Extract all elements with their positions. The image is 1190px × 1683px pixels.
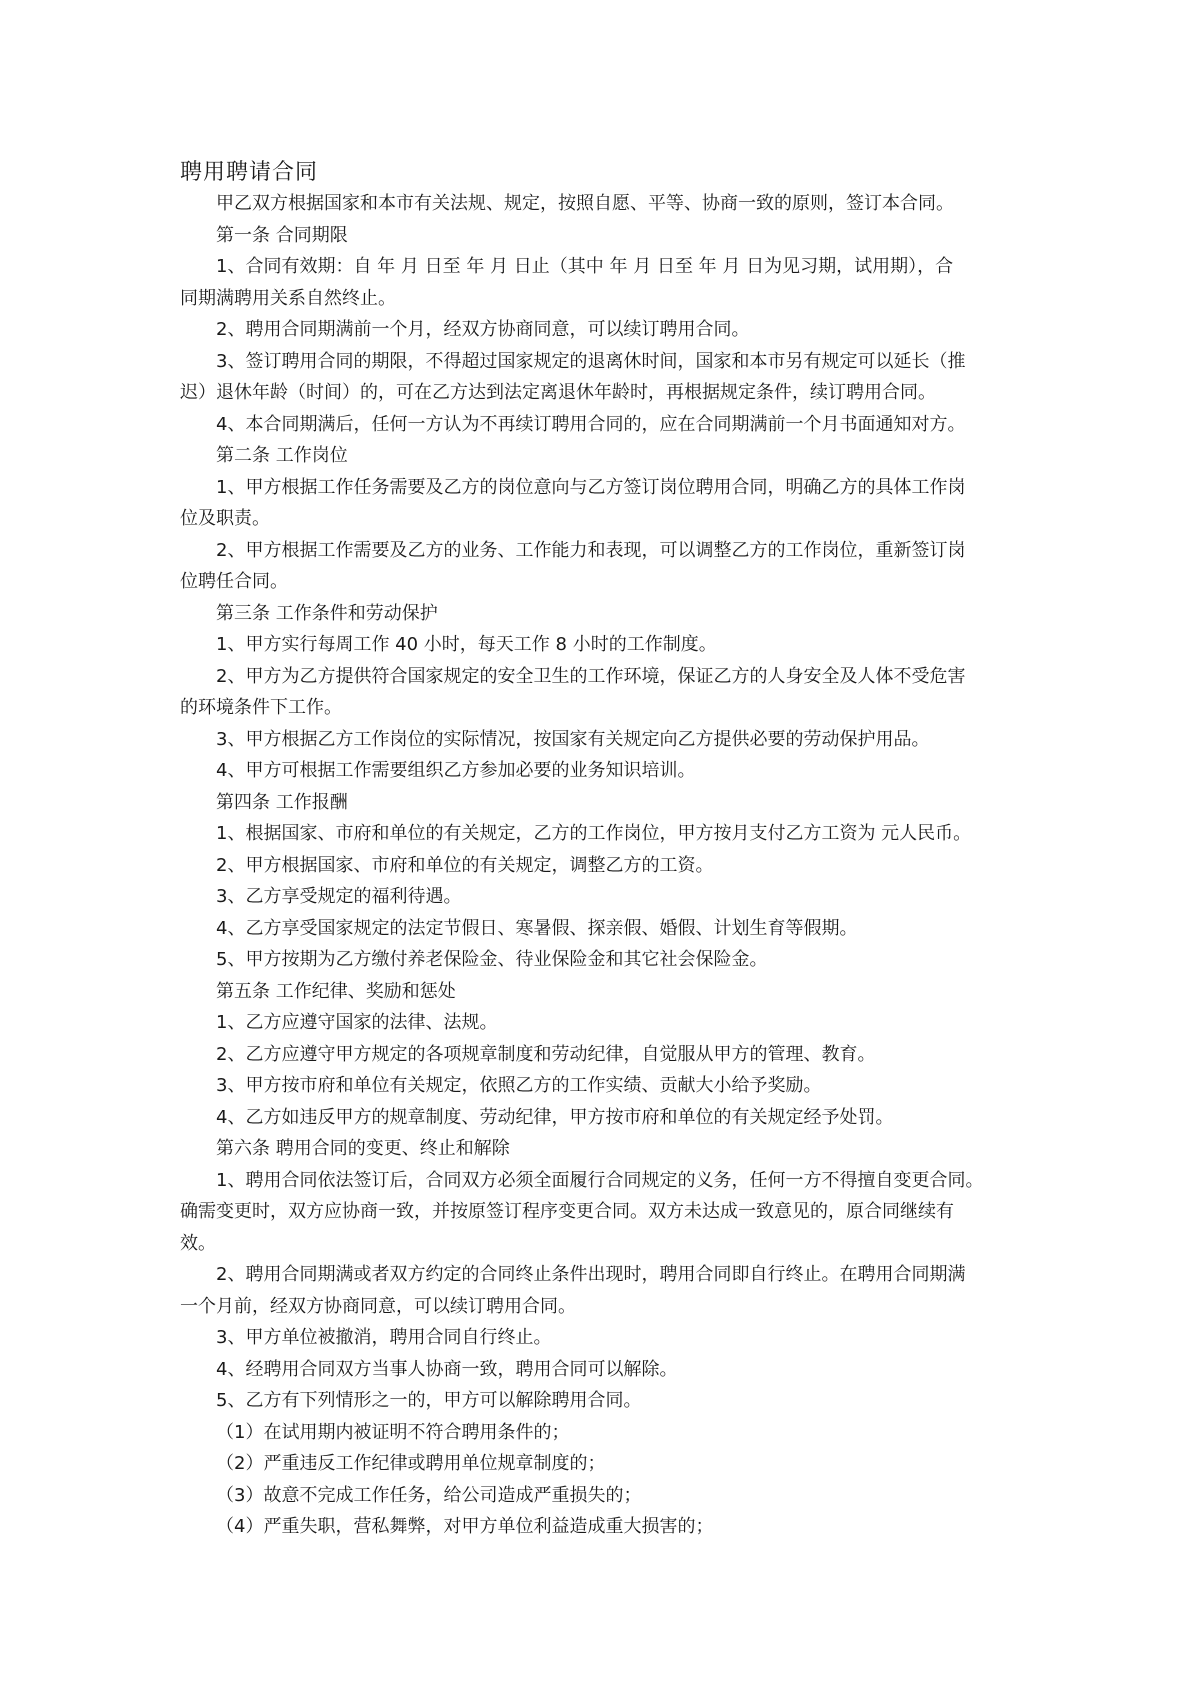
paragraph-line: 3、甲方单位被撤消，聘用合同自行终止。 [216, 1327, 552, 1348]
paragraph-line: 同期满聘用关系自然终止。 [180, 287, 396, 309]
paragraph-line: 第二条 工作岗位 [216, 445, 348, 466]
paragraph-line: 的环境条件下工作。 [180, 697, 342, 718]
paragraph [180, 1480, 1010, 1512]
paragraph [180, 598, 1010, 630]
paragraph-line: 1、甲方实行每周工作 40 小时，每天工作 8 小时的工作制度。 [216, 634, 717, 655]
paragraph-line: 4、乙方如违反甲方的规章制度、劳动纪律，甲方按市府和单位的有关规定经予处罚。 [216, 1106, 894, 1128]
paragraph-line: 5、甲方按期为乙方缴付养老保险金、待业保险金和其它社会保险金。 [216, 949, 768, 970]
paragraph-line: 2、聘用合同期满或者双方约定的合同终止条件出现时，聘用合同即自行终止。在聘用合同期满 [216, 1264, 966, 1285]
paragraph [180, 661, 1010, 724]
paragraph-line: 位及职责。 [180, 508, 270, 529]
paragraph [180, 1448, 1010, 1480]
paragraph [180, 1354, 1010, 1386]
paragraph [180, 1259, 1010, 1322]
paragraph [180, 409, 1010, 441]
paragraph [180, 1417, 1010, 1449]
paragraph [180, 1511, 1010, 1543]
paragraph [180, 440, 1010, 472]
document-title: 聘用聘请合同 [180, 160, 319, 185]
paragraph-line: 2、甲方为乙方提供符合国家规定的安全卫生的工作环境，保证乙方的人身安全及人体不受危害 [216, 665, 966, 687]
paragraph [180, 1102, 1010, 1134]
paragraph-line: 一个月前，经双方协商同意，可以续订聘用合同。 [180, 1295, 576, 1317]
document-body [180, 188, 1010, 1543]
paragraph-line: 效。 [180, 1232, 216, 1254]
paragraph [180, 724, 1010, 756]
paragraph-line: 2、聘用合同期满前一个月，经双方协商同意，可以续订聘用合同。 [216, 319, 750, 340]
paragraph-line: 2、甲方根据工作需要及乙方的业务、工作能力和表现，可以调整乙方的工作岗位，重新签订岗 [216, 539, 966, 561]
paragraph [180, 787, 1010, 819]
paragraph [180, 1039, 1010, 1071]
paragraph [180, 755, 1010, 787]
paragraph-line: 3、甲方根据乙方工作岗位的实际情况，按国家有关规定向乙方提供必要的劳动保护用品。 [216, 728, 930, 750]
paragraph-line: 3、乙方享受规定的福利待遇。 [216, 886, 462, 907]
paragraph [180, 881, 1010, 913]
paragraph [180, 314, 1010, 346]
paragraph-line: 第四条 工作报酬 [216, 791, 348, 813]
paragraph-line: （1）在试用期内被证明不符合聘用条件的； [216, 1421, 570, 1443]
paragraph [180, 629, 1010, 661]
paragraph [180, 976, 1010, 1008]
paragraph [180, 535, 1010, 598]
paragraph-line: （2）严重违反工作纪律或聘用单位规章制度的； [216, 1453, 606, 1474]
paragraph [180, 1070, 1010, 1102]
paragraph-line: 1、乙方应遵守国家的法律、法规。 [216, 1012, 498, 1033]
paragraph [180, 944, 1010, 976]
paragraph [180, 818, 1010, 850]
paragraph-line: 2、乙方应遵守甲方规定的各项规章制度和劳动纪律，自觉服从甲方的管理、教育。 [216, 1043, 876, 1065]
paragraph-line: 第一条 合同期限 [216, 224, 348, 246]
paragraph-line: 第五条 工作纪律、奖励和惩处 [216, 980, 456, 1002]
paragraph-line: 1、合同有效期：自 年 月 日至 年 月 日止（其中 年 月 日至 年 月 日为见习期，试用期），合 [216, 256, 954, 277]
paragraph-line: （3）故意不完成工作任务，给公司造成严重损失的； [216, 1484, 642, 1506]
paragraph-line: 4、经聘用合同双方当事人协商一致，聘用合同可以解除。 [216, 1358, 678, 1380]
paragraph [180, 1133, 1010, 1165]
paragraph-line: 1、根据国家、市府和单位的有关规定，乙方的工作岗位，甲方按月支付乙方工资为 元人民币。 [216, 823, 972, 844]
paragraph-line: 1、甲方根据工作任务需要及乙方的岗位意向与乙方签订岗位聘用合同，明确乙方的具体工作岗 [216, 476, 966, 498]
paragraph-line: 位聘任合同。 [180, 571, 288, 592]
paragraph-line: 2、甲方根据国家、市府和单位的有关规定，调整乙方的工资。 [216, 854, 714, 876]
paragraph-line: 4、本合同期满后，任何一方认为不再续订聘用合同的，应在合同期满前一个月书面通知对方。 [216, 413, 966, 435]
paragraph-line: 4、甲方可根据工作需要组织乙方参加必要的业务知识培训。 [216, 760, 696, 781]
paragraph-line: （4）严重失职，营私舞弊，对甲方单位利益造成重大损害的； [216, 1516, 714, 1537]
paragraph-line: 5、乙方有下列情形之一的，甲方可以解除聘用合同。 [216, 1390, 642, 1411]
paragraph [180, 913, 1010, 945]
paragraph [180, 850, 1010, 882]
document-page [180, 158, 1010, 1543]
paragraph-line: 甲乙双方根据国家和本市有关法规、规定，按照自愿、平等、协商一致的原则，签订本合同。 [216, 193, 954, 214]
paragraph-line: 确需变更时，双方应协商一致，并按原签订程序变更合同。双方未达成一致意见的，原合同继续有 [180, 1201, 954, 1222]
paragraph [180, 1007, 1010, 1039]
paragraph-line: 4、乙方享受国家规定的法定节假日、寒暑假、探亲假、婚假、计划生育等假期。 [216, 917, 858, 939]
paragraph-line: 第六条 聘用合同的变更、终止和解除 [216, 1138, 510, 1159]
paragraph-line: 3、甲方按市府和单位有关规定，依照乙方的工作实绩、贡献大小给予奖励。 [216, 1075, 822, 1096]
paragraph-line: 第三条 工作条件和劳动保护 [216, 602, 438, 624]
paragraph [180, 251, 1010, 314]
paragraph [180, 1165, 1010, 1260]
paragraph [180, 1322, 1010, 1354]
paragraph [180, 188, 1010, 220]
paragraph-line: 1、聘用合同依法签订后，合同双方必须全面履行合同规定的义务，任何一方不得擅自变更合同。 [216, 1169, 984, 1191]
paragraph [180, 472, 1010, 535]
paragraph [180, 1385, 1010, 1417]
paragraph [180, 220, 1010, 252]
paragraph [180, 346, 1010, 409]
paragraph-line: 迟）退休年龄（时间）的，可在乙方达到法定离退休年龄时，再根据规定条件，续订聘用合同。 [180, 382, 936, 403]
paragraph-line: 3、签订聘用合同的期限，不得超过国家规定的退离休时间，国家和本市另有规定可以延长（推 [216, 350, 966, 372]
